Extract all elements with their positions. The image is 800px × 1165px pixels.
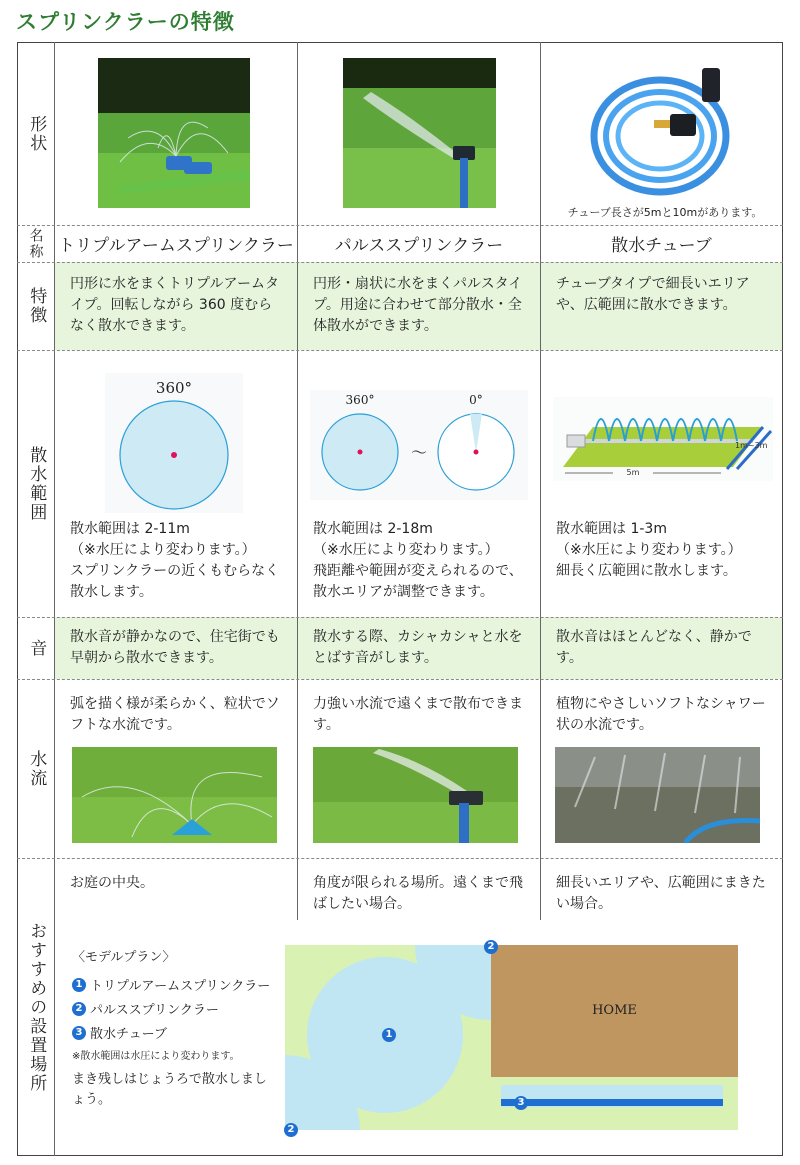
plan-marker-2-top: 2 — [484, 940, 498, 954]
row-divider — [17, 617, 783, 618]
flow-triple-arm: 弧を描く様が柔らかく、粒状でソフトな水流です。 — [70, 696, 280, 733]
feature-triple-arm: 円形に水をまくトリプルアームタイプ。回転しながら 360 度むらなく散水できます。 — [70, 276, 280, 334]
row-label-shape: 形状 — [26, 114, 47, 153]
pulse-flow-photo — [313, 747, 518, 843]
range-text-pulse — [313, 519, 528, 603]
plan-marker-1: 1 — [382, 1028, 396, 1042]
range-value: 散水範囲は 2-11m — [70, 521, 190, 537]
range-angle-b: 0° — [469, 393, 483, 407]
row-label-sound: 音 — [26, 638, 47, 658]
range-diagram-pulse — [310, 390, 528, 500]
row-divider — [17, 262, 783, 263]
range-value: 散水範囲は 2-18m — [313, 521, 433, 537]
flow-pulse: 力強い水流で遠くまで散布できます。 — [313, 696, 523, 733]
column-divider-1 — [297, 42, 298, 920]
range-tilde: ～ — [410, 443, 427, 462]
row-divider — [17, 679, 783, 680]
model-plan-note: ※散水範囲は水圧により変わります。 — [72, 1051, 240, 1062]
page-title: スプリンクラーの特徴 — [16, 10, 235, 34]
model-plan-heading: 〈モデルプラン〉 — [72, 950, 176, 965]
feature-pulse: 円形・扇状に水をまくパルスタイプ。用途に合わせて部分散水・全体散水ができます。 — [313, 276, 523, 334]
model-plan-item-3 — [72, 1023, 167, 1042]
number-badge: 1 — [72, 978, 86, 992]
model-plan-item-label: パルススプリンクラー — [90, 1003, 219, 1018]
plan-marker-3: 3 — [514, 1096, 528, 1110]
model-plan-tip: まき残しはじょうろで散水しましょう。 — [72, 1072, 267, 1107]
tube-flow-photo — [555, 747, 760, 843]
range-length-label: 5m — [613, 468, 653, 477]
product-name-pulse: パルススプリンクラー — [334, 236, 504, 256]
range-note: （※水圧により変わります。） — [313, 542, 499, 558]
range-diagram-triple-arm — [105, 373, 243, 513]
place-triple-arm: お庭の中央。 — [70, 875, 154, 891]
home-label: HOME — [592, 1003, 637, 1018]
place-pulse: 角度が限られる場所。遠くまで飛ばしたい場合。 — [313, 875, 523, 912]
range-desc: スプリンクラーの近くもむらなく散水します。 — [70, 563, 280, 600]
row-label-range: 散水範囲 — [26, 445, 47, 522]
row-divider — [17, 225, 783, 226]
plan-marker-2-bottom: 2 — [284, 1123, 298, 1137]
model-plan-item-1 — [72, 975, 270, 994]
flow-tube: 植物にやさしいソフトなシャワー状の水流です。 — [556, 696, 766, 733]
row-label-place: おすすめの設置場所 — [26, 921, 47, 1093]
feature-tube: チューブタイプで細長いエリアや、広範囲に散水できます。 — [556, 276, 750, 313]
row-label-feature: 特徴 — [26, 287, 47, 325]
triple-arm-flow-photo — [72, 747, 277, 843]
model-plan-item-label: 散水チューブ — [90, 1027, 167, 1042]
row-divider — [17, 858, 783, 859]
model-plan-item-2 — [72, 999, 219, 1018]
range-note: （※水圧により変わります。） — [70, 542, 256, 558]
row-label-name: 名称 — [27, 227, 44, 260]
column-divider-2 — [540, 42, 541, 920]
range-desc: 飛距離や範囲が変えられるので、散水エリアが調整できます。 — [313, 563, 523, 600]
range-diagram-tube — [553, 397, 773, 481]
place-tube: 細長いエリアや、広範囲にまきたい場合。 — [556, 875, 766, 912]
row-label-flow: 水流 — [26, 749, 47, 788]
pulse-sprinkler-photo — [343, 58, 496, 208]
range-width-label: 1m~3m — [735, 441, 768, 450]
label-column-divider — [54, 42, 55, 1156]
range-angle-a: 360° — [345, 393, 375, 407]
model-plan-diagram — [285, 945, 738, 1130]
range-note: （※水圧により変わります。） — [556, 542, 742, 558]
product-name-tube: 散水チューブ — [611, 236, 712, 256]
triple-arm-sprinkler-photo — [98, 58, 250, 208]
range-angle-label: 360° — [155, 379, 193, 397]
range-text-triple-arm — [70, 519, 285, 603]
row-divider — [17, 350, 783, 351]
soaker-tube-photo — [588, 58, 738, 203]
range-value: 散水範囲は 1-3m — [556, 521, 667, 537]
product-name-triple-arm: トリプルアームスプリンクラー — [58, 236, 294, 256]
sound-tube: 散水音はほとんどなく、静かです。 — [556, 629, 752, 666]
range-desc: 細長く広範囲に散水します。 — [556, 563, 737, 579]
sound-triple-arm: 散水音が静かなので、住宅街でも早朝から散水できます。 — [70, 629, 280, 666]
model-plan-item-label: トリプルアームスプリンクラー — [90, 979, 271, 994]
sound-pulse: 散水する際、カシャカシャと水をとばす音がします。 — [313, 629, 523, 666]
tube-length-caption: チューブ長さが5mと10mがあります。 — [567, 206, 763, 219]
number-badge: 3 — [72, 1026, 86, 1040]
range-text-tube — [556, 519, 771, 582]
number-badge: 2 — [72, 1002, 86, 1016]
